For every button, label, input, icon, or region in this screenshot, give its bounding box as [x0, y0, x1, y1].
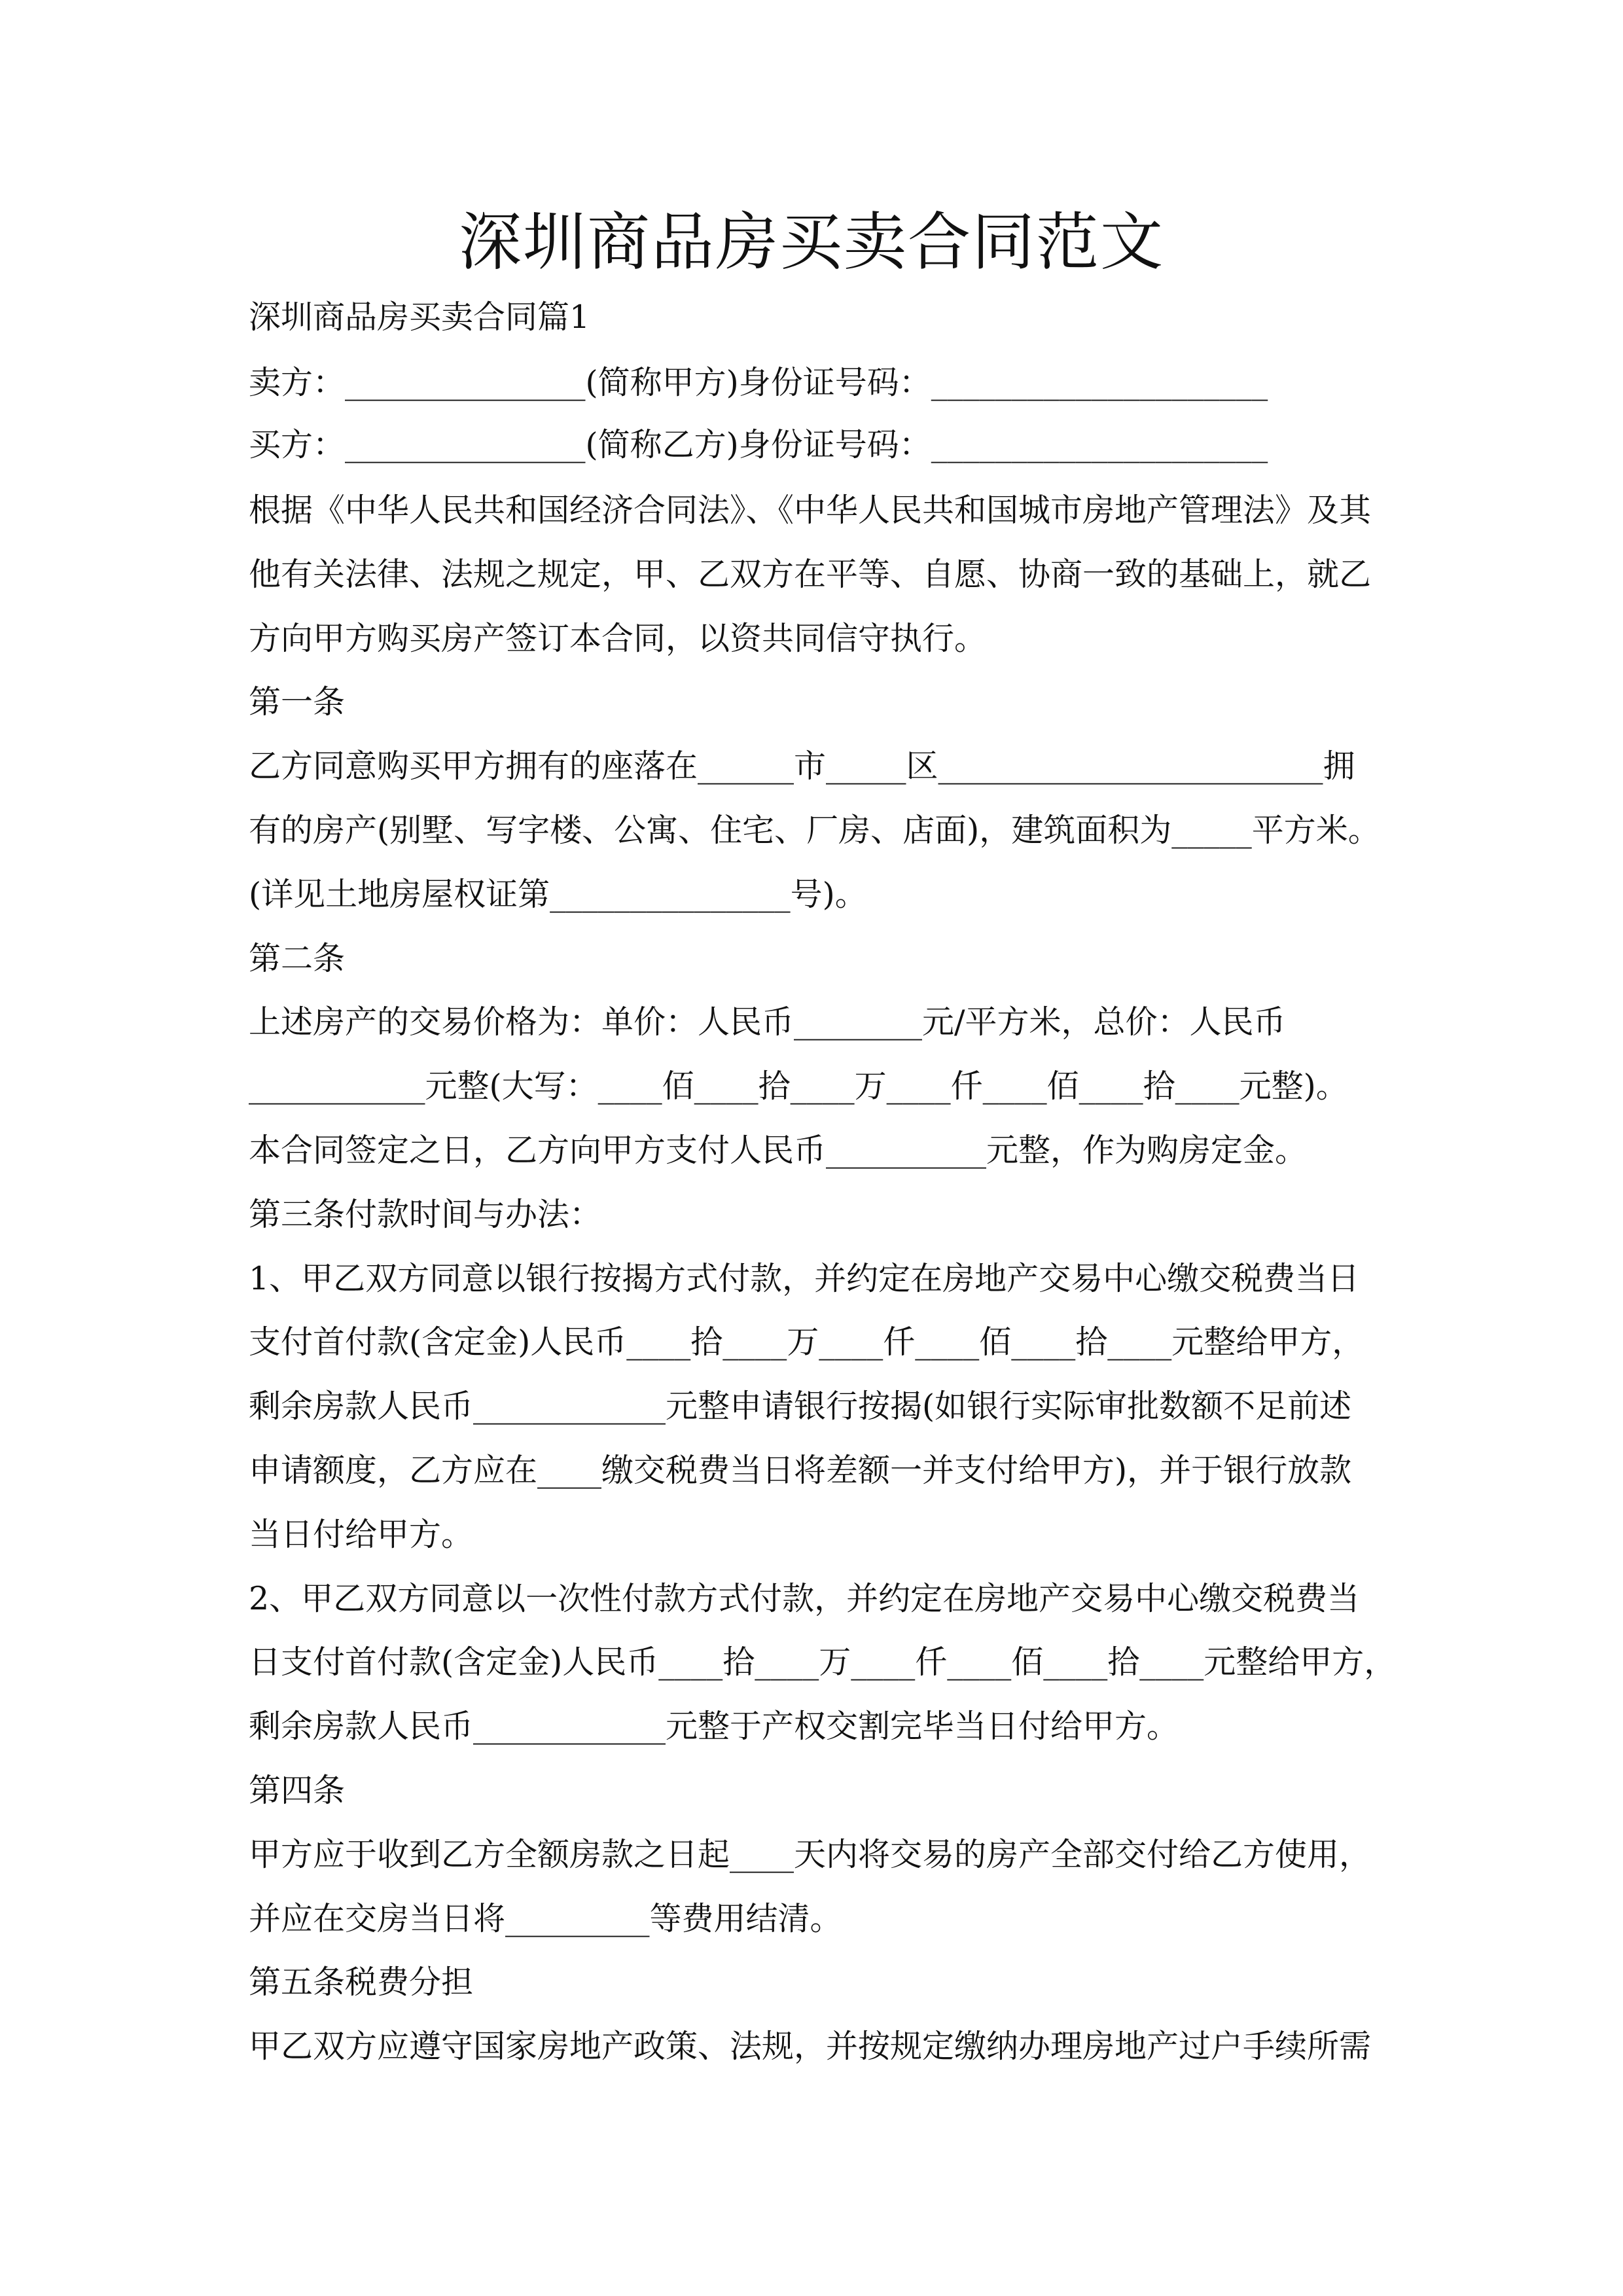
document-line: 甲乙双方应遵守国家房地产政策、法规，并按规定缴纳办理房地产过户手续所需	[249, 2028, 1372, 2066]
document-line: 有的房产(别墅、写字楼、公寓、住宅、厂房、店面)，建筑面积为_____平方米。	[249, 812, 1380, 849]
document-line: 第三条付款时间与办法：	[249, 1195, 602, 1233]
document-line: 第二条	[249, 939, 346, 977]
document-line: 第一条	[249, 683, 346, 721]
document-line: 买方：_______________(简称乙方)身份证号码：_____________________	[249, 426, 1268, 463]
document-line: 日支付首付款(含定金)人民币____拾____万____仟____佰____拾____元整给甲方，	[249, 1643, 1397, 1681]
document-line: 当日付给甲方。	[249, 1515, 474, 1553]
document-line: ___________元整(大写：____佰____拾____万____仟____佰____拾____元整)。	[249, 1067, 1348, 1105]
document-line: 第五条税费分担	[249, 1964, 474, 2001]
document-line: 剩余房款人民币____________元整申请银行按揭(如银行实际审批数额不足前述	[249, 1388, 1352, 1426]
document-line: 本合同签定之日，乙方向甲方支付人民币__________元整，作为购房定金。	[249, 1132, 1308, 1169]
document-line: 卖方：_______________(简称甲方)身份证号码：_____________________	[249, 364, 1268, 401]
document-line: 乙方同意购买甲方拥有的座落在______市_____区________________________拥	[249, 747, 1355, 785]
document-line: 他有关法律、法规之规定，甲、乙双方在平等、自愿、协商一致的基础上，就乙	[249, 555, 1372, 593]
document-line: 剩余房款人民币____________元整于产权交割完毕当日付给甲方。	[249, 1708, 1179, 1746]
document-line: (详见土地房屋权证第_______________号)。	[249, 875, 867, 913]
document-line: 方向甲方购买房产签订本合同，以资共同信守执行。	[249, 619, 987, 657]
document-line: 2、甲乙双方同意以一次性付款方式付款，并约定在房地产交易中心缴交税费当	[249, 1579, 1360, 1617]
document-line: 深圳商品房买卖合同篇1	[249, 298, 590, 336]
document-line: 根据《中华人民共和国经济合同法》、《中华人民共和国城市房地产管理法》及其	[249, 492, 1372, 529]
document-title: 深圳商品房买卖合同范文	[459, 206, 1164, 279]
document-line: 1、甲乙双方同意以银行按揭方式付款，并约定在房地产交易中心缴交税费当日	[249, 1259, 1360, 1297]
document-line: 支付首付款(含定金)人民币____拾____万____仟____佰____拾____元整给甲方，	[249, 1323, 1364, 1361]
document-line: 上述房产的交易价格为：单价：人民币________元/平方米，总价：人民币	[249, 1003, 1286, 1041]
document-line: 申请额度，乙方应在____缴交税费当日将差额一并支付给甲方)，并于银行放款	[249, 1452, 1352, 1489]
document-line: 并应在交房当日将_________等费用结清。	[249, 1899, 842, 1937]
document-line: 甲方应于收到乙方全额房款之日起____天内将交易的房产全部交付给乙方使用，	[249, 1835, 1372, 1873]
document-line: 第四条	[249, 1772, 346, 1809]
